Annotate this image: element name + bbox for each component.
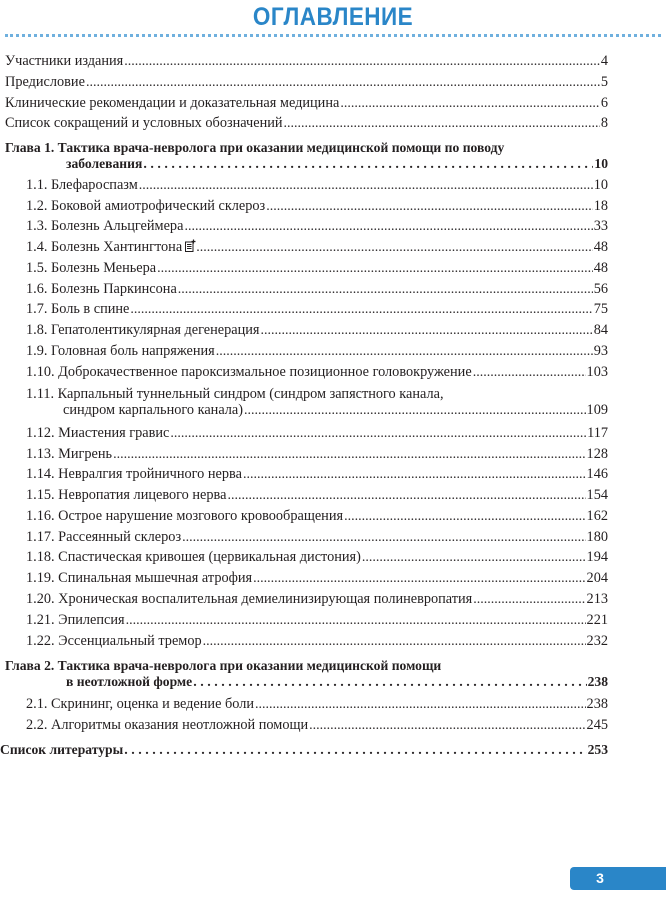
dot-leader xyxy=(139,178,593,194)
toc-entry-page: 194 xyxy=(586,549,608,565)
page-number: 3 xyxy=(596,870,604,886)
toc-entry-page: 221 xyxy=(586,612,608,628)
toc-entry-label: 1.21. Эпилепсия xyxy=(26,612,125,628)
toc-entry-page: 154 xyxy=(586,487,608,503)
dot-leader xyxy=(203,634,586,650)
toc-entry-page: 93 xyxy=(593,343,608,359)
toc-section-1-12[interactable] xyxy=(0,425,666,442)
toc-entry-label: 1.12. Миастения гравис xyxy=(26,425,170,441)
title-divider xyxy=(5,34,661,37)
toc-entry-page: 253 xyxy=(587,742,608,757)
dot-leader xyxy=(266,199,593,215)
toc-entry-label-continued: синдром карпального канала) xyxy=(63,402,244,418)
dot-leader xyxy=(124,54,600,70)
toc-entry-page: 4 xyxy=(600,53,608,69)
dot-leader xyxy=(344,509,585,525)
toc-entry-page: 18 xyxy=(593,198,608,214)
dot-leader xyxy=(216,344,593,360)
toc-section-1-5[interactable] xyxy=(0,260,666,277)
dot-leader xyxy=(284,116,600,132)
dot-leader xyxy=(124,743,586,759)
toc-section-1-22[interactable] xyxy=(0,633,666,650)
toc-references[interactable] xyxy=(0,742,666,759)
toc-section-1-16[interactable] xyxy=(0,508,666,525)
toc-entry-label: 1.6. Болезнь Паркинсона xyxy=(26,281,177,297)
toc-entry-label: 1.4. Болезнь Хантингтона xyxy=(26,239,183,255)
toc-section-1-3[interactable] xyxy=(0,218,666,235)
toc-entry-label: 2.1. Скрининг, оценка и ведение боли xyxy=(26,696,255,712)
dot-leader xyxy=(178,282,593,298)
toc-entry-preface[interactable] xyxy=(0,74,666,91)
chapter-title-continued: заболевания xyxy=(66,156,143,171)
toc-section-1-10[interactable] xyxy=(0,364,666,381)
dot-leader xyxy=(113,447,585,463)
toc-entry-label: 1.17. Рассеянный склероз xyxy=(26,529,182,545)
toc-entry-label: 1.18. Спастическая кривошея (цервикальная дистония) xyxy=(26,549,361,565)
dot-leader xyxy=(184,219,592,235)
toc-entry-page: 33 xyxy=(593,218,608,234)
toc-entry-page: 10 xyxy=(593,177,608,193)
dot-leader xyxy=(193,675,586,691)
toc-entry-page: 146 xyxy=(586,466,608,482)
toc-section-1-1[interactable] xyxy=(0,177,666,194)
toc-entry-abbreviations[interactable] xyxy=(0,115,666,132)
toc-section-1-4[interactable] xyxy=(0,239,666,256)
toc-section-1-13[interactable] xyxy=(0,446,666,463)
toc-entry-page: 180 xyxy=(586,529,608,545)
ebook-plus-icon[interactable] xyxy=(185,239,195,251)
toc-entry-page: 162 xyxy=(586,508,608,524)
toc-section-2-1[interactable] xyxy=(0,696,666,713)
toc-entry-page: 232 xyxy=(586,633,608,649)
toc-entry-label: 1.5. Болезнь Меньера xyxy=(26,260,157,276)
toc-entry-label: 2.2. Алгоритмы оказания неотложной помощи xyxy=(26,717,309,733)
chapter-title: Глава 2. Тактика врача-невролога при оказании медицинской помощи xyxy=(5,658,442,673)
dot-leader xyxy=(143,157,593,173)
toc-entry-label: 1.19. Спинальная мышечная атрофия xyxy=(26,570,253,586)
dot-leader xyxy=(253,571,585,587)
toc-entry-page: 56 xyxy=(593,281,608,297)
dot-leader xyxy=(473,592,585,608)
toc-entry-page: 109 xyxy=(586,402,608,418)
toc-chapter-2[interactable] xyxy=(0,658,666,691)
toc-entry-label: 1.10. Доброкачественное пароксизмальное позиционное головокружение xyxy=(26,364,472,380)
toc-entry-page: 204 xyxy=(586,570,608,586)
toc-entry-label: 1.16. Острое нарушение мозгового кровообращения xyxy=(26,508,344,524)
toc-entry-page: 128 xyxy=(586,446,608,462)
toc-entry-clinical-guidelines[interactable] xyxy=(0,95,666,112)
toc-entry-page: 245 xyxy=(586,717,608,733)
toc-entry-label: 1.9. Головная боль напряжения xyxy=(26,343,215,359)
toc-entry-label: Предисловие xyxy=(5,74,85,90)
toc-entry-page: 6 xyxy=(600,95,608,111)
toc-entry-label: 1.11. Карпальный туннельный синдром (синдром запястного канала, xyxy=(26,386,444,402)
toc-entry-page: 10 xyxy=(594,156,608,171)
toc-section-1-18[interactable] xyxy=(0,549,666,566)
toc-entry-label: 1.3. Болезнь Альцгеймера xyxy=(26,218,184,234)
toc-entry-page: 238 xyxy=(586,696,608,712)
dot-leader xyxy=(340,96,600,112)
toc-entry-page: 8 xyxy=(600,115,608,131)
toc-entry-label: 1.1. Блефароспазм xyxy=(26,177,138,193)
toc-section-1-19[interactable] xyxy=(0,570,666,587)
toc-entry-page: 103 xyxy=(586,364,608,380)
toc-entry-label: 1.15. Невропатия лицевого нерва xyxy=(26,487,227,503)
page-number-badge xyxy=(570,867,666,890)
toc-entry-page: 75 xyxy=(593,301,608,317)
page-title: ОГЛАВЛЕНИЕ xyxy=(252,3,414,31)
toc-entry-label: Список сокращений и условных обозначений xyxy=(5,115,283,131)
toc-entry-label: 1.2. Боковой амиотрофический склероз xyxy=(26,198,266,214)
toc-section-1-21[interactable] xyxy=(0,612,666,629)
toc-section-1-17[interactable] xyxy=(0,529,666,546)
dot-leader xyxy=(196,240,593,256)
toc-entry-page: 238 xyxy=(587,674,608,689)
dot-leader xyxy=(126,613,586,629)
dot-leader xyxy=(157,261,593,277)
toc-entry-page: 213 xyxy=(586,591,608,607)
toc-entry-label: 1.20. Хроническая воспалительная демиелинизирующая полиневропатия xyxy=(26,591,473,607)
toc-entry-label: Список литературы xyxy=(0,742,124,757)
dot-leader xyxy=(243,467,586,483)
toc-entry-label: 1.7. Боль в спине xyxy=(26,301,130,317)
toc-section-1-2[interactable] xyxy=(0,198,666,215)
dot-leader xyxy=(227,488,585,504)
dot-leader xyxy=(244,403,586,419)
toc-entry-page: 5 xyxy=(600,74,608,90)
toc-section-1-8[interactable] xyxy=(0,322,666,339)
dot-leader xyxy=(182,530,585,546)
toc-entry-page: 84 xyxy=(593,322,608,338)
chapter-title: Глава 1. Тактика врача-невролога при оказании медицинской помощи по поводу xyxy=(5,140,505,155)
toc-section-1-11[interactable] xyxy=(0,386,666,419)
dot-leader xyxy=(473,365,586,381)
chapter-title-continued: в неотложной форме xyxy=(66,674,193,689)
toc-section-1-6[interactable] xyxy=(0,281,666,298)
toc-entry-page: 48 xyxy=(593,260,608,276)
toc-section-1-20[interactable] xyxy=(0,591,666,608)
toc-section-1-7[interactable] xyxy=(0,301,666,318)
toc-entry-label: 1.22. Эссенциальный тремор xyxy=(26,633,202,649)
dot-leader xyxy=(362,550,586,566)
toc-section-1-9[interactable] xyxy=(0,343,666,360)
dot-leader xyxy=(255,697,586,713)
dot-leader xyxy=(170,426,586,442)
toc-entry-label: 1.14. Невралгия тройничного нерва xyxy=(26,466,242,482)
toc-entry-label: 1.8. Гепатолентикулярная дегенерация xyxy=(26,322,260,338)
toc-entry-label: Клинические рекомендации и доказательная медицина xyxy=(5,95,340,111)
toc-entry-label: 1.13. Мигрень xyxy=(26,446,113,462)
dot-leader xyxy=(261,323,593,339)
toc-section-1-14[interactable] xyxy=(0,466,666,483)
dot-leader xyxy=(130,302,592,318)
toc-entry-page: 48 xyxy=(593,239,608,255)
toc-section-1-15[interactable] xyxy=(0,487,666,504)
dot-leader xyxy=(86,75,600,91)
toc-chapter-1[interactable] xyxy=(0,140,666,173)
toc-entry-label: Участники издания xyxy=(5,53,124,69)
toc-entry-page: 117 xyxy=(587,425,608,441)
dot-leader xyxy=(309,718,585,734)
toc-entry-contributors[interactable] xyxy=(0,53,666,70)
toc-section-2-2[interactable] xyxy=(0,717,666,734)
